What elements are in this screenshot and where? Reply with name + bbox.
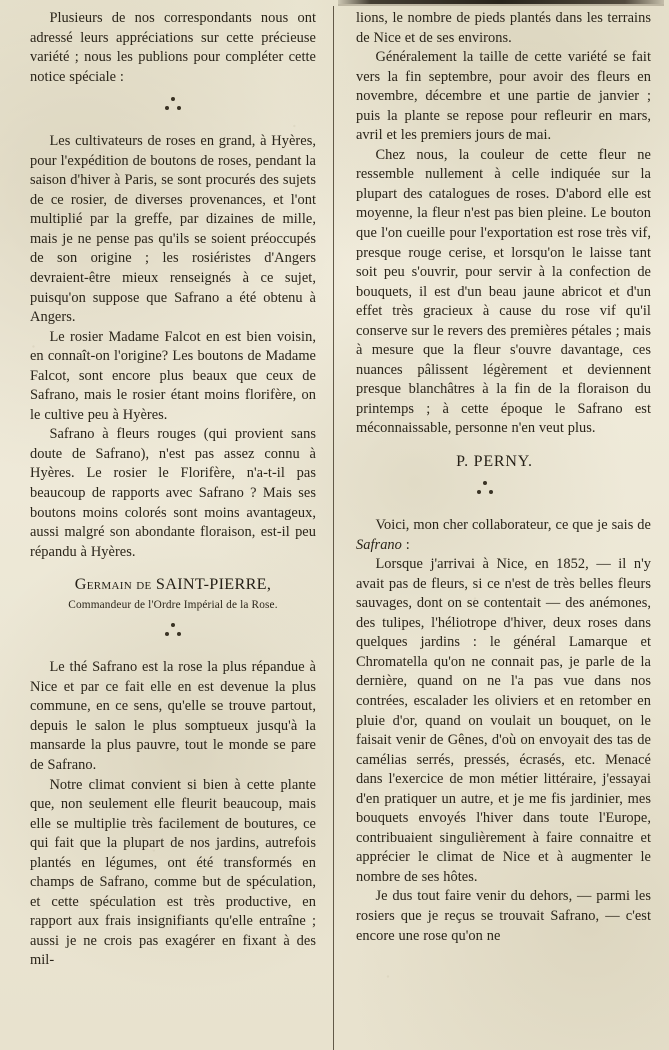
signature-surname: SAINT-PIERRE, [155, 575, 272, 594]
left-column [0, 0, 334, 1050]
asterism-dot [165, 106, 169, 110]
asterism-ornament-icon [30, 622, 316, 652]
paragraph: Lorsque j'arrivai à Nice, en 1852, — il n'y avait pas de fleurs, si ce n'est de très belles fleurs sauvages, dont on se contentait — des anémones, des tulipes, l'héliotrope d'hiver, deux roses dans quelques jardins : le général Lamarque et Chromatella qu'on ne connait pas, je parle de la dernière, quand on ne l'a pas vue dans nos contrées, escalader les oliviers et en retomber en pluie d'or, quand on voulait un bouquet, on le faisait venir de Gênes, d'où on envoyait des tas de camélias serrés, pressés, écrasés, etc. Menacé dans l'exercice de mon métier littéraire, j'essayai d'en pratiquer un autre, et je me fis jardinier, mes bouquets envoyés l'hiver dans toute l'Europe, contribuaient singulièrement à faire connaitre et apprécier le climat de Nice et à augmenter le nombre de ses hôtes. [356, 556, 651, 885]
paragraph: Le thé Safrano est la rose la plus répandue à Nice et par ce fait elle en est devenue la plus commune, en ce sens, qu'elle se trouve partout, depuis le salon le plus somptueux jusqu'à la mansarde la plus pauvre, tout le monde se pare de Safrano. [30, 659, 316, 773]
signature-given-name: Germain de [74, 575, 156, 594]
paragraph-text-post: : [401, 536, 410, 553]
paragraph: Plusieurs de nos correspondants nous ont adressé leurs appréciations sur cette précieuse variété ; nous les publions pour compléter cette notice spéciale : [30, 10, 316, 85]
paragraph: Généralement la taille de cette variété se fait vers la fin septembre, pour avoir des fleurs en novembre, décembre et une partie de janvier ; puis la plante se repose pour refleurir en mars, avril et les premiers jours de mai. [356, 49, 651, 144]
asterism-dot [171, 97, 175, 101]
paragraph: Les cultivateurs de roses en grand, à Hyères, pour l'expédition de boutons de roses, pendant la saison d'hiver à Paris, se sont procurés des sujets de ce rosier, de diverses provenances, et l'ont multiplié par la greffe, par dizaines de mille, mais je ne pense pas qu'ils se soient préoccupés de son origine ; les rosiéristes d'Angers devraient-être mieux renseignés à ce sujet, puisqu'on suppose que Safrano a été obtenu à Angers. [30, 133, 316, 326]
paragraph-with-italic [356, 516, 651, 555]
signature-subtitle: Commandeur de l'Ordre Impérial de la Rose. [68, 599, 278, 612]
paragraph-text-pre: Voici, mon cher collaborateur, ce que je sais de [375, 517, 651, 534]
asterism-dot [177, 106, 181, 110]
asterism-ornament-icon [356, 480, 651, 510]
paragraph: lions, le nombre de pieds plantés dans les terrains de Nice et de ses environs. [356, 10, 651, 46]
asterism-dot [177, 632, 181, 636]
paragraph: Chez nous, la couleur de cette fleur ne ressemble nullement à celle indiquée sur la plupart des catalogues de roses. D'abord elle est moyenne, la fleur n'est pas bien pleine. Le bouton que l'on cueille pour l'exportation est rose très vif, presque rouge cerise, et lorsqu'on le laisse tant soit peu s'ouvrir, pour servir à la confection de bouquets, il est d'un beau jaune abricot et d'un effet très gracieux à cause du rose vif qu'il conserve sur le revers des premières pétales ; mais à mesure que la fleur s'ouvre davantage, ces nuances pâlissent légèrement et deviennent presque blanchâtres à la fin de la floraison du printemps ; à cette époque le Safrano est méconnaissable, personne n'en veut plus. [356, 146, 651, 437]
paragraph: Safrano à fleurs rouges (qui provient sans doute de Safrano), n'est pas assez connu à Hyères. Le rosier le Florifère, n'a-t-il pas beaucoup de rapports avec Safrano ? Mais ses boutons moins colorés sont moins avantageux, aussi malgré son abondante floraison, est-il peu répandu à Hyères. [30, 426, 316, 560]
signature-line [30, 574, 316, 595]
asterism-ornament-icon [30, 96, 316, 126]
paragraph: Le rosier Madame Falcot en est bien voisin, en connaît-on l'origine? Les boutons de Madame Falcot, sont encore plus beaux que ceux de Safrano, mais le rosier étant moins florifère, on le cultive peu à Hyères. [30, 328, 316, 423]
asterism-dot [171, 623, 175, 627]
asterism-dot [483, 481, 487, 485]
asterism-dot [477, 490, 481, 494]
paragraph: Je dus tout faire venir du dehors, — parmi les rosiers que je reçus se trouvait Safrano, — c'est encore une rose qu'on ne [356, 888, 651, 944]
signature-perny: P. PERNY. [456, 453, 533, 471]
right-column [334, 0, 669, 1050]
asterism-dot [489, 490, 493, 494]
asterism-dot [165, 632, 169, 636]
italic-title: Safrano [356, 536, 402, 553]
paragraph: Notre climat convient si bien à cette plante que, non seulement elle fleurit beaucoup, mais elle se multiplie très facilement de boutures, ce qui fait que la plupart de nos jardins, autrefois plantés en légumes, ont été transformés en champs de Safrano, comme but de spéculation, et cette spéculation est très productive, en rapport aux frais insignifiants qu'elle entraîne ; aussi je ne crois pas exagérer en fixant à des mil- [30, 776, 316, 969]
